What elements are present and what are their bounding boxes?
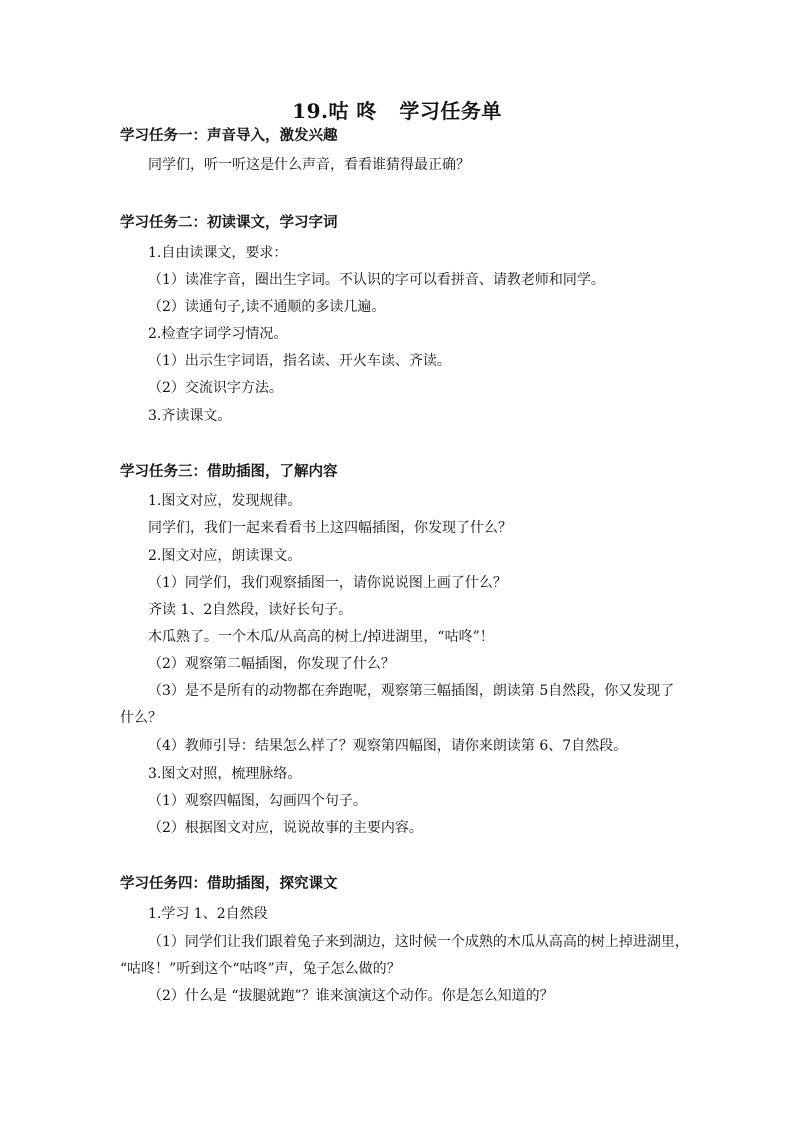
section-2-line-4: 2.检查字词学习情况。	[148, 326, 288, 342]
section-3-line-4: （1）同学们，我们观察插图一，请你说说图上画了什么？	[148, 575, 507, 591]
section-2-line-7: 3.齐读课文。	[148, 408, 232, 424]
section-4-line-3: “咕咚！”听到这个“咕咚”声，兔子怎么做的？	[120, 961, 401, 977]
section-3-line-5: 齐读 1、2自然段，读好长句子。	[148, 602, 353, 618]
section-3-line-6: 木瓜熟了。一个木瓜/从高高的树上/掉进湖里，“咕咚”！	[148, 629, 494, 645]
section-3-line-3: 2.图文对应，朗读课文。	[148, 548, 302, 564]
section-2-heading: 学习任务二：初读课文，学习字词	[120, 214, 338, 231]
section-4-line-4: （2）什么是 “拔腿就跑”？谁来演演这个动作。你是怎么知道的？	[148, 988, 554, 1004]
section-1-heading: 学习任务一：声音导入，激发兴趣	[120, 127, 338, 144]
section-3-line-9: 什么？	[120, 710, 162, 726]
section-2-line-2: （1）读准字音，圈出生字词。不认识的字可以看拼音、请教老师和同学。	[148, 272, 605, 288]
section-3-heading: 学习任务三：借助插图，了解内容	[120, 463, 338, 480]
section-2-line-1: 1.自由读课文，要求：	[148, 245, 288, 261]
section-2-line-5: （1）出示生字词语，指名读、开火车读、齐读。	[148, 353, 451, 369]
section-3-line-2: 同学们，我们一起来看看书上这四幅插图，你发现了什么？	[148, 520, 512, 536]
section-4-line-2: （1）同学们让我们跟着兔子来到湖边，这时候一个成熟的木瓜从高高的树上掉进湖里，	[148, 934, 689, 950]
section-3-line-13: （2）根据图文对应，说说故事的主要内容。	[148, 820, 423, 836]
section-3-line-8: （3）是不是所有的动物都在奔跑呢，观察第三幅插图，朗读第 5自然段，你又发现了	[148, 683, 675, 699]
section-1-line-1: 同学们，听一听这是什么声音，看看谁猜得最正确？	[148, 157, 470, 173]
section-3-line-12: （1）观察四幅图，勾画四个句子。	[148, 793, 367, 809]
section-3-line-1: 1.图文对应，发现规律。	[148, 493, 302, 509]
section-4-heading: 学习任务四：借助插图，探究课文	[120, 875, 338, 892]
section-4-line-1: 1.学习 1、2自然段	[148, 906, 268, 922]
document-title: 19.咕 咚 学习任务单	[292, 99, 502, 123]
section-2-line-6: （2）交流识字方法。	[148, 380, 283, 396]
section-3-line-11: 3.图文对照，梳理脉络。	[148, 766, 302, 782]
section-2-line-3: （2）读通句子,读不通顺的多读几遍。	[148, 299, 386, 315]
section-3-line-10: （4）教师引导：结果怎么样了？观察第四幅图，请你来朗读第 6、7自然段。	[148, 738, 628, 754]
section-3-line-7: （2）观察第二幅插图，你发现了什么？	[148, 656, 395, 672]
